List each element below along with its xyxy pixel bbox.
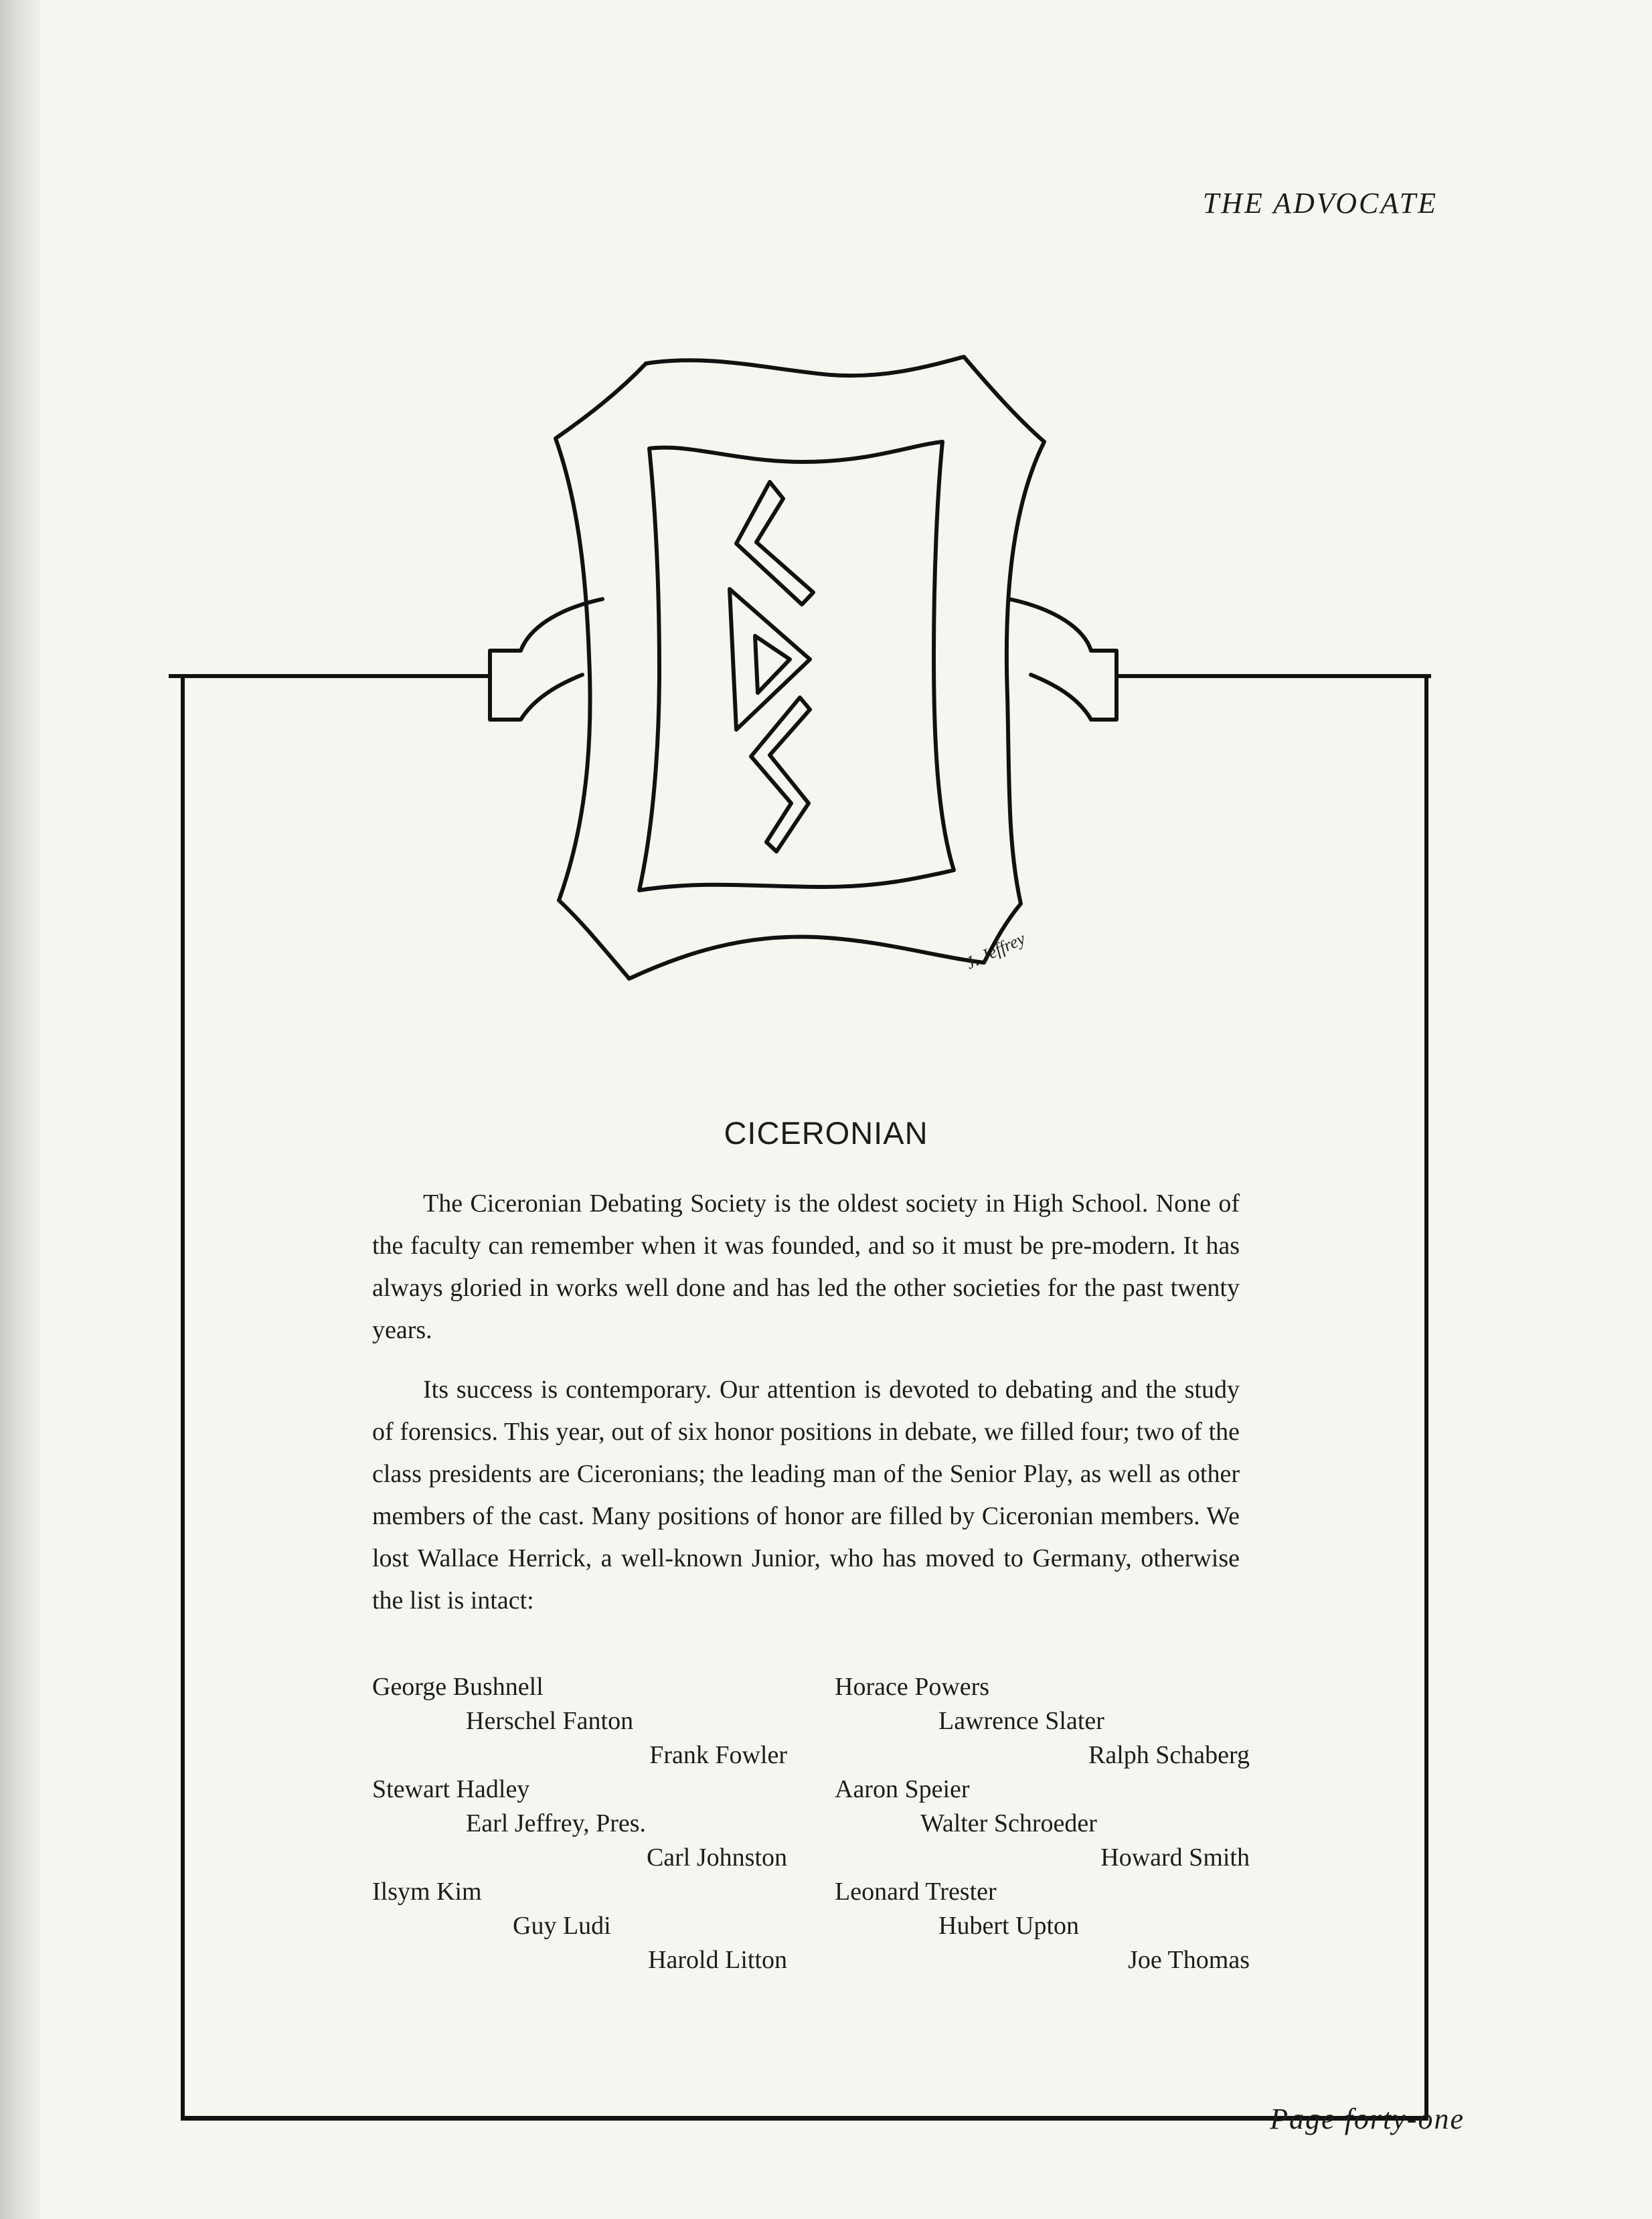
running-head: THE ADVOCATE [1202,187,1438,220]
member-name: George Bushnell [372,1673,544,1701]
members-list-left [372,1670,787,1977]
member-name: Guy Ludi [513,1912,611,1940]
members-list-right [835,1670,1250,1977]
member-name: Harold Litton [648,1946,787,1974]
member-name: Aaron Speier [835,1775,970,1803]
member-name: Frank Fowler [649,1741,787,1769]
member-name: Stewart Hadley [372,1775,530,1803]
paragraph-2: Its success is contemporary. Our attention is devoted to debating and the study of forensics. This year, out of six honor positions in debate, we filled four; two of the class presidents are Ciceronians; the leading man of the Senior Play, as well as other members of the cast. Many positions of honor are filled by Ciceronian members. We lost Wallace Herrick, a well-known Junior, who has moved to Germany, otherwise the list is intact: [372,1376,1240,1615]
crest-letter-l [736,482,813,604]
page-number: Page forty-one [1270,2103,1465,2135]
member-name: Howard Smith [1100,1843,1250,1872]
member-name: Walter Schroeder [920,1809,1097,1837]
member-name: Ilsym Kim [372,1878,482,1906]
member-name: Hubert Upton [938,1912,1080,1940]
member-name: Herschel Fanton [466,1707,634,1735]
member-name: Joe Thomas [1128,1946,1250,1974]
paragraph-1: The Ciceronian Debating Society is the oldest society in High School. None of the faculty can remember when it was founded, and so it must be pre-modern. It has always gloried in works well done and has led the other societies for the past twenty years. [372,1189,1240,1344]
crest-signature: J. Jeffrey [963,928,1029,973]
member-name: Earl Jeffrey, Pres. [466,1809,647,1837]
crest-letter-s [751,697,810,851]
member-name: Leonard Trester [835,1878,997,1906]
crest-letter-d [730,589,810,730]
member-name: Ralph Schaberg [1088,1741,1250,1769]
member-name: Horace Powers [835,1673,990,1701]
member-name: Carl Johnston [646,1843,787,1872]
crest-arm-right [1009,599,1117,720]
article-title: CICERONIAN [724,1115,928,1151]
member-name: Lawrence Slater [938,1707,1104,1735]
